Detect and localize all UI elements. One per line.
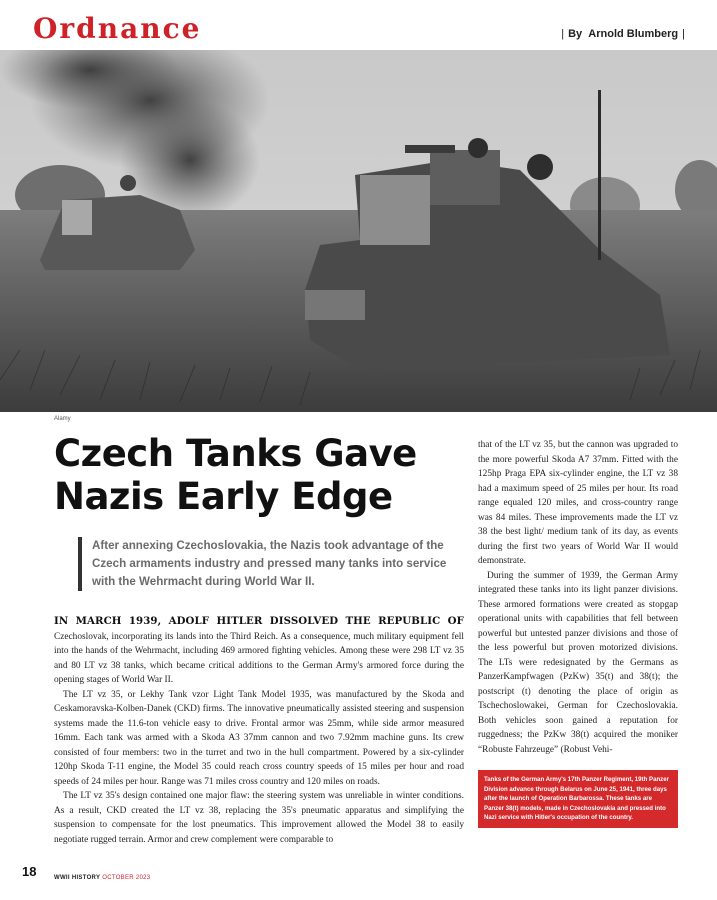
deck: After annexing Czechoslovakia, the Nazis took advantage of the Czech armaments industry and pressed many tanks into service with the Wehrmacht during World War II.: [78, 537, 458, 591]
byline: [557, 28, 689, 40]
page-number: 18: [22, 864, 37, 879]
body-column-left: [54, 614, 464, 847]
paragraph-1: [54, 614, 464, 688]
page-header: [0, 0, 717, 50]
photo-caption: Tanks of the German Army's 17th Panzer Regiment, 19th Panzer Division advance through Belarus on June 25, 1941, three days after the launch of Operation Barbarossa. These tanks are Panzer 38(t) models, made in Czechoslovakia and pressed into Nazi service with Hitler's occupation of the country.: [478, 770, 678, 828]
paragraph-4: During the summer of 1939, the German Army integrated these tanks into its light panzer divisions. These armored formations were created as stopgap operational units with capabilities that fell between powerful but untested panzer divisions and those of the less powerful but proven motorized divisions. The LTs were redesignated by the Germans as PanzerKampfwagen (PzKw) 35(t) and 38(t); the postscript (t) denoting the place of origin as Tschechoslowakei, German for Czechoslovakia. Both vehicles soon gained a reputation for ruggedness; the PzKw 38(t) acquired the moniker “Robuste Fahrzeuge” (Robust Vehi-: [478, 570, 678, 755]
paragraph-2: The LT vz 35, or Lekhy Tank vzor Light Tank Model 1935, was manufactured by the Skoda and Ceskamoravska-Kolben-Danek (CKD) firms. The innovative pneumatically assisted steering and suspension systems made the 11.6-ton vehicle easy to drive. Frontal armor was 25mm, while side armor measured 16mm. Each tank was armed with a Skoda A3 37mm cannon and two 7.92mm machine guns. Its crew consisted of four members: two in the turret and two in the hull compartment. Powered by a six-cylinder 120hp Skoda T-11 engine, the Model 35 could reach cross country speeds of 15 miles per hour and road speeds of 24 miles per hour. Range was 71 miles cross country and 120 miles on roads.: [54, 689, 464, 787]
headline: Czech Tanks Gave Nazis Early Edge: [54, 432, 417, 518]
byline-bar-right: |: [682, 28, 685, 40]
tank-photo: [0, 50, 717, 412]
body-column-right: [478, 438, 678, 757]
issue-date: OCTOBER 2023: [102, 875, 151, 881]
paragraph-1-text: Czechoslovak, incorporating its lands into the Third Reich. As a consequence, much military equipment fell into the hands of the Wehrmacht, including 469 armored fighting vehicles. Among these were 298 LT vz 35 and 80 LT vz 38 tanks, which became critical additions to the German Army's armored force during the opening stages of World War II.: [54, 631, 464, 685]
publication-name: WWII HISTORY: [54, 875, 101, 881]
byline-prefix: By: [568, 28, 583, 40]
photo-credit: Alamy: [54, 416, 71, 422]
byline-author: Arnold Blumberg: [588, 28, 679, 40]
lead-in: IN MARCH 1939, ADOLF HITLER DISSOLVED THE REPUBLIC OF: [54, 615, 464, 627]
paragraph-3-continued: that of the LT vz 35, but the cannon was upgraded to the more powerful Skoda A7 37mm. Fitted with the 125hp Praga EPA six-cylinder engine, the LT vz 38 had a maximum speed of 25 miles per hour. Its road range equaled 120 miles, and cross-country range was 84 miles. These improvements made the LT vz 38 the best light/ medium tank of its day, as events during the first two years of World War II would demonstrate.: [478, 440, 678, 566]
paragraph-3: The LT vz 35's design contained one major flaw: the steering system was unreliable in winter conditions. As a result, CKD created the LT vz 38, replacing the 35's pneumatic apparatus and simplifying the suspension to compensate for the lost pneumatics. This improvement allowed the Model 38 to easily negotiate rugged terrain. Armor and crew complement were comparable to: [54, 791, 464, 845]
footer-publication: [54, 875, 150, 881]
byline-bar-left: |: [561, 28, 565, 40]
section-tag: Ordnance: [33, 12, 202, 45]
tank-photo-illustration: [0, 50, 717, 412]
